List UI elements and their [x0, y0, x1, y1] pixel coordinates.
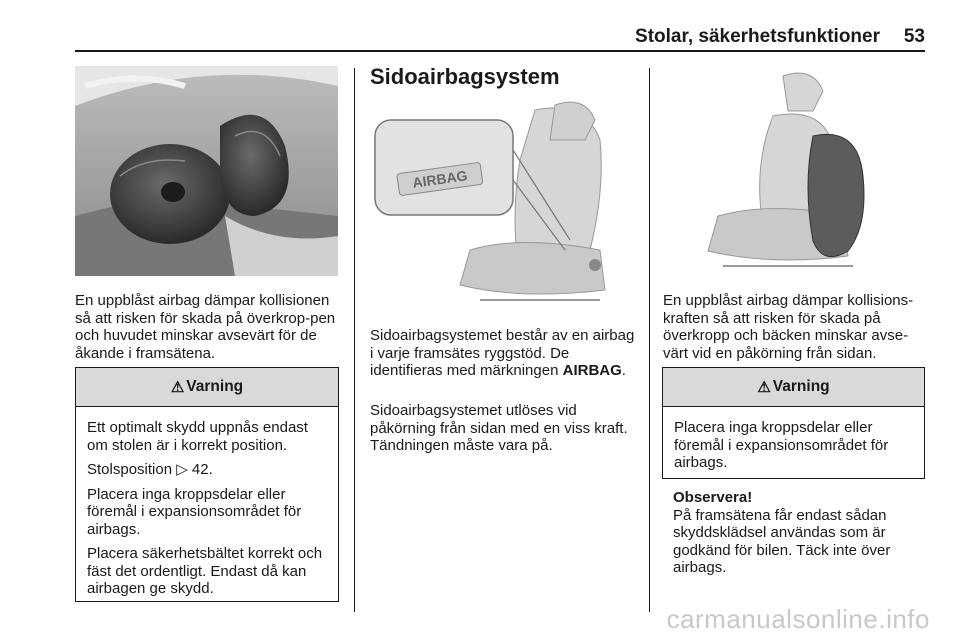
- page-header-title: Stolar, säkerhetsfunktioner: [635, 26, 880, 47]
- col1-warning-p2: [87, 461, 327, 479]
- front-airbag-figure: [75, 66, 338, 276]
- airbag-label-text: AIRBAG: [411, 167, 469, 191]
- col2-paragraph-1-tail: .: [621, 362, 626, 379]
- col2-paragraph-2: Sidoairbagsystemet utlöses vid påkörning från sidan med en viss kraft. Tändningen måste vara på.: [370, 402, 628, 454]
- arrow-right-icon: ▷: [176, 461, 188, 478]
- col3-intro-paragraph: En uppblåst airbag dämpar kollisions-kraften så att risken för skada på överkropp och bäcken minskar avse-värt vid en påkörning från sidan.: [663, 292, 914, 362]
- section-heading: Sidoairbagsystem: [370, 64, 560, 89]
- watermark: carmanualsonline.info: [666, 604, 930, 634]
- col3-note: [673, 489, 923, 577]
- col1-warning-p2-text: Stolsposition: [87, 461, 177, 478]
- col2-paragraph-1: [370, 327, 638, 380]
- col1-warning-header: [76, 368, 338, 407]
- note-text: På framsätena får endast sådan skyddsklädsel användas som är godkänd för bilen. Täck inte över airbags.: [673, 506, 891, 576]
- col2-paragraph-1-lead: Sidoairbagsystemet består av en airbag i varje framsätes ryggstöd. De identifieras med märkningen: [370, 327, 635, 379]
- column-divider-1: [354, 68, 355, 612]
- warning-triangle-icon: ⚠: [757, 379, 771, 396]
- col3-warning-p1: Placera inga kroppsdelar eller föremål i expansionsområdet för airbags.: [674, 419, 889, 471]
- column-divider-2: [649, 68, 650, 612]
- col1-warning-title: Varning: [186, 378, 244, 395]
- col3-warning-title: Varning: [772, 378, 830, 395]
- side-airbag-label-figure: [370, 100, 633, 315]
- col1-warning-p3: Placera inga kroppsdelar eller föremål i expansionsområdet för airbags.: [87, 485, 302, 538]
- header-rule: [75, 50, 925, 52]
- col1-warning-p2-ref[interactable]: 42.: [187, 461, 213, 478]
- warning-triangle-icon: ⚠: [170, 379, 185, 396]
- col1-warning-box: [75, 367, 339, 602]
- col3-warning-box: [662, 367, 925, 479]
- col1-warning-p1: Ett optimalt skydd uppnås endast om stolen är i korrekt position.: [87, 419, 308, 454]
- col2-paragraph-1-term: AIRBAG: [562, 362, 622, 379]
- page-number: 53: [903, 26, 925, 47]
- col1-warning-p4: Placera säkerhetsbältet korrekt och fäst det ordentligt. Endast då kan airbagen ge skydd.: [87, 545, 323, 597]
- side-airbag-deployed-figure: [663, 66, 926, 278]
- col3-warning-header: [663, 368, 924, 407]
- col1-intro-paragraph: En uppblåst airbag dämpar kollisionen så att risken för skada på överkrop-pen och huvudet minskar avsevärt för de åkande i framsätena.: [75, 292, 336, 362]
- note-title: Observera!: [673, 489, 753, 506]
